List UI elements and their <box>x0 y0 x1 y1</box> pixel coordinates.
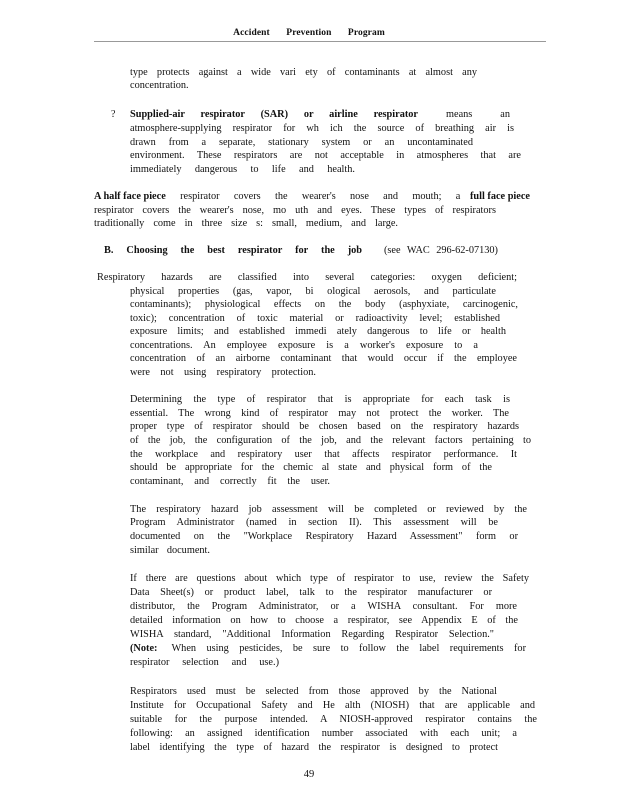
text-line: physical properties (gas, vapor, bi ological aerosols, and particulate <box>130 286 496 297</box>
text-line: means an <box>446 109 510 120</box>
text-line: distributor, the Program Administrator, or a WISHA consultant. For more <box>130 601 517 612</box>
page-number: 49 <box>303 769 315 780</box>
text-line: Respirators used must be selected from those approved by the National <box>130 686 497 697</box>
text-line: Program Administrator (named in section II). This assessment will be <box>130 517 498 528</box>
text-line: were not using respiratory protection. <box>130 367 316 378</box>
text-line: label identifying the type of hazard the respirator is designed to protect <box>130 742 498 753</box>
text-line: contaminants); physiological effects on the body (asphyxiate, carcinogenic, <box>130 299 518 310</box>
text-line: essential. The wrong kind of respirator may not protect the worker. The <box>130 408 509 419</box>
text-line: concentration. <box>130 80 189 91</box>
text-line: respirator covers the wearer's nose, mo uth and eyes. These types of respirators <box>94 205 496 216</box>
text-line: the workplace and respiratory user that affects respirator performance. It <box>130 449 517 460</box>
text-line: environment. These respirators are not acceptable in atmospheres that are <box>130 150 521 161</box>
header-rule <box>94 41 546 42</box>
text-line: detailed information on how to choose a respirator, see Appendix E of the <box>130 615 518 626</box>
text-line: contaminant, and correctly fit the user. <box>130 476 330 487</box>
half-face-term: A half face piece <box>94 191 166 202</box>
text-line: proper type of respirator should be chosen based on the respiratory hazards <box>130 421 519 432</box>
text-line: concentrations. An employee exposure is a worker's exposure to a <box>130 340 478 351</box>
text-line: Respiratory hazards are classified into several categories: oxygen deficient; <box>97 272 517 283</box>
text-line: immediately dangerous to life and health. <box>130 164 355 175</box>
text-line: If there are questions about which type of respirator to use, review the Safety <box>130 573 529 584</box>
text-line: should be appropriate for the chemic al state and physical form of the <box>130 462 492 473</box>
text-line: similar document. <box>130 545 210 556</box>
text-line: concentration of an airborne contaminant that would occur if the employee <box>130 353 517 364</box>
face-piece-text: respirator covers the wearer's nose and mouth; a <box>165 191 470 202</box>
note-line <box>130 642 526 655</box>
text-line: following: an assigned identification number associated with each unit; a <box>130 728 517 739</box>
running-header: Accident Prevention Program <box>233 28 385 38</box>
section-b-heading: B. Choosing the best respirator for the job <box>104 245 362 256</box>
text-line: drawn from a separate, stationary system or an uncontaminated <box>130 137 473 148</box>
text-line: of the job, the configuration of the job, and the relevant factors pertaining to <box>130 435 531 446</box>
full-face-term: full face piece <box>469 191 530 202</box>
text-line: toxic); concentration of toxic material or radioactivity level; established <box>130 313 500 324</box>
face-piece-line <box>94 190 530 203</box>
text-line: traditionally come in three size s: small, medium, and large. <box>94 218 398 229</box>
text-line: WISHA standard, "Additional Information Regarding Respirator Selection." <box>130 629 494 640</box>
text-line: suitable for the purpose intended. A NIOSH-approved respirator contains the <box>130 714 537 725</box>
text-line: documented on the "Workplace Respiratory Hazard Assessment" form or <box>130 531 518 542</box>
text-line: The respiratory hazard job assessment will be completed or reviewed by the <box>130 504 527 515</box>
text-line: exposure limits; and established immedi ately dangerous to life or health <box>130 326 506 337</box>
bullet-marker: ? <box>111 109 116 120</box>
note-label: (Note: <box>130 643 158 654</box>
text-line: Determining the type of respirator that is appropriate for each task is <box>130 394 510 405</box>
text-line: Data Sheet(s) or product label, talk to the respirator manufacturer or <box>130 587 492 598</box>
note-text: When using pesticides, be sure to follow the label requirements for <box>171 643 526 654</box>
text-line: atmosphere-supplying respirator for wh ich the source of breathing air is <box>130 123 514 134</box>
text-line: respirator selection and use.) <box>130 657 279 668</box>
text-line: type protects against a wide vari ety of contaminants at almost any <box>130 67 477 78</box>
text-line: Institute for Occupational Safety and He alth (NIOSH) that are applicable and <box>130 700 535 711</box>
sar-term: Supplied-air respirator (SAR) or airline respirator <box>130 109 418 120</box>
section-b-reference: (see WAC 296-62-07130) <box>384 245 498 256</box>
